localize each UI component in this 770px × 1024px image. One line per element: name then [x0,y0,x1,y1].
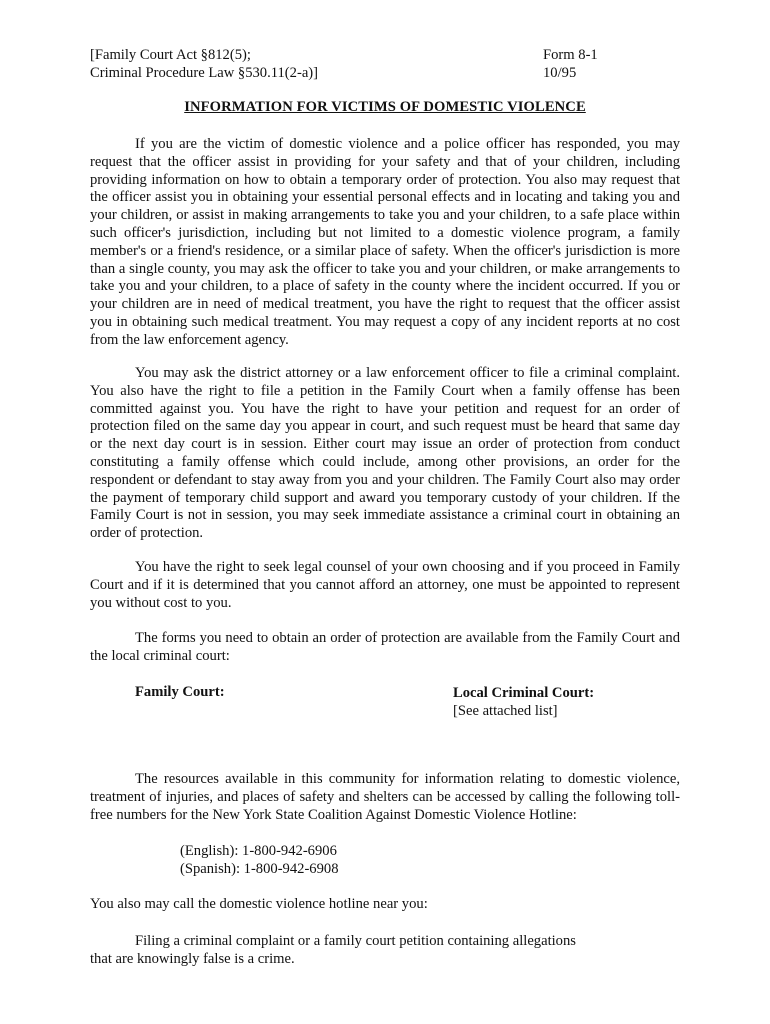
statute-citation [90,46,318,82]
form-number [543,46,598,82]
citation-line-1: [Family Court Act §812(5); [90,47,251,63]
local-criminal-court [453,684,594,720]
hotline-english: (English): 1-800-942-6906 [180,843,337,859]
paragraph-forms-availability: The forms you need to obtain an order of protection are available from the Family Court and the local criminal court: [90,630,680,664]
paragraph-resources: The resources available in this community for information relating to domestic violence, treatment of injuries, and places of safety and shelters can be accessed by calling the following toll-free numbers for the New York State Coalition Against Domestic Violence Hotline: [90,771,680,823]
form-id: Form 8-1 [543,47,598,63]
form-date: 10/95 [543,65,577,81]
paragraph-legal-counsel: You have the right to seek legal counsel of your own choosing and if you proceed in Family Court and if it is determined that you cannot afford an attorney, one must be appointed to represent you without cost to you. [90,559,680,611]
warning-line-1: Filing a criminal complaint or a family court petition containing allegations [135,933,576,949]
local-criminal-court-label: Local Criminal Court: [453,685,595,701]
citation-line-2: Criminal Procedure Law §530.11(2-a)] [90,65,319,81]
hotline-spanish: (Spanish): 1-800-942-6908 [180,861,339,877]
paragraph-criminal-complaint: You may ask the district attorney or a law enforcement officer to file a criminal complaint. You also have the right to file a petition in the Family Court when a family offense has been committed against you. You have the right to have your petition and request for an order of protection filed on the same day you appear in court, and such request must be heard that same day or the next day court is in session. Either court may issue an order of protection from conduct constituting a family offense which could include, among other provisions, an order for the respondent or defendant to stay away from you and your children. The Family Court also may order the payment of temporary child support and award you temporary custody of your children. If the Family Court is not in session, you may seek immediate assistance a criminal court in obtaining an order of protection. [90,365,680,542]
family-court-label: Family Court: [135,684,225,700]
warning-line-2: that are knowingly false is a crime. [90,951,295,967]
false-allegations-warning [90,932,650,968]
document-title: INFORMATION FOR VICTIMS OF DOMESTIC VIOLENCE [184,99,586,115]
attached-list-note: [See attached list] [453,703,558,719]
paragraph-police-assistance: If you are the victim of domestic violence and a police officer has responded, you may request that the officer assist in providing for your safety and that of your children, including providing information on how to obtain a temporary order of protection. You also may request that the officer assist you in obtaining your essential personal effects and in locating and taking you and your children, or assist in making arrangements to take you and your children, to a safe place within such officer's jurisdiction, including but not limited to a domestic violence program, a family member's or a friend's residence, or a similar place of safety. When the officer's jurisdiction is more than a single county, you may ask the officer to take you and your children, or make arrangements to take you and your children, to a place of safety in the county where the incident occurred. If you or your children are in need of medical treatment, you have the right to request that the officer assist you in obtaining such medical treatment. You may request a copy of any incident reports at no cost from the law enforcement agency. [90,136,680,348]
local-hotline-line: You also may call the domestic violence hotline near you: [90,896,428,912]
hotline-numbers [180,842,339,878]
